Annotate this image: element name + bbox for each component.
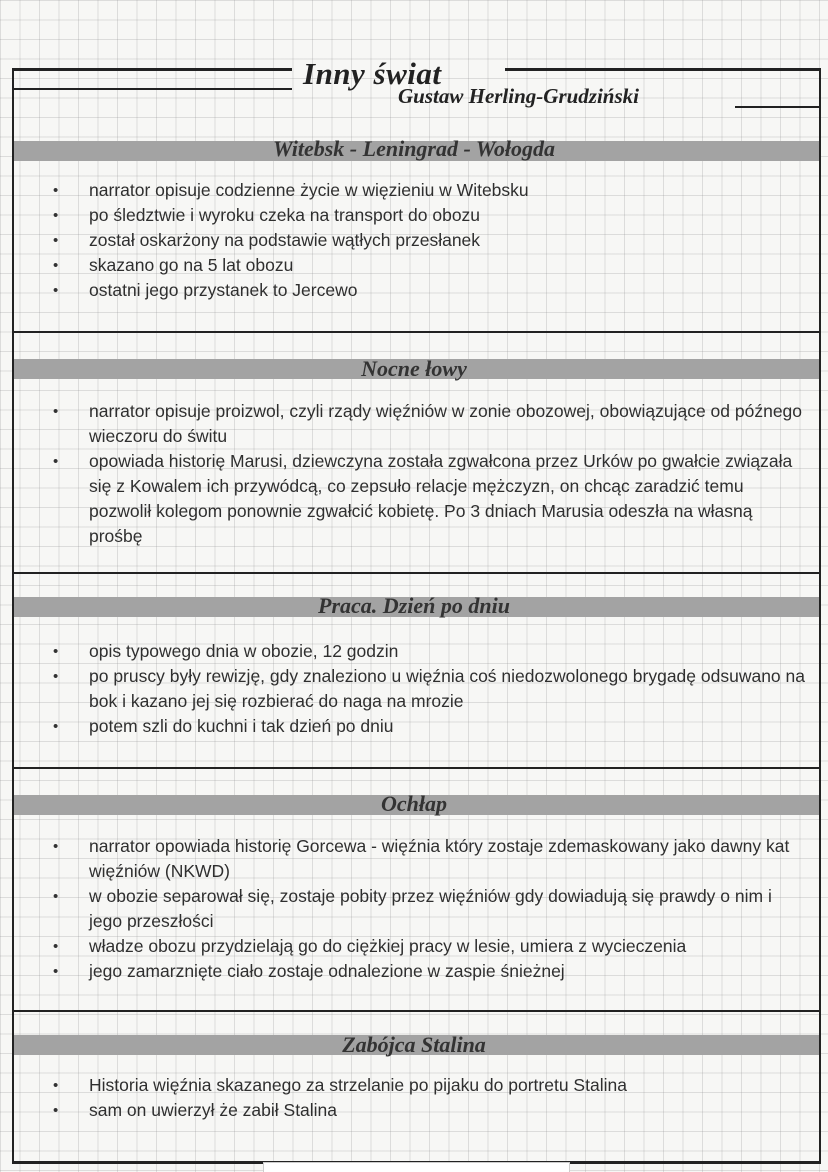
header-rule-left — [12, 68, 292, 71]
list-item: • Historia więźnia skazanego za strzelanie po pijaku do portretu Stalina — [45, 1073, 805, 1098]
list-item: • jego zamarznięte ciało zostaje odnalezione w zaspie śnieżnej — [45, 959, 805, 984]
section-list — [45, 639, 805, 739]
document-author: Gustaw Herling-Grudziński — [398, 84, 639, 108]
header-rule-left-2 — [12, 88, 292, 90]
list-item: • narrator opowiada historię Gorcewa - więźnia który zostaje zdemaskowany jako dawny kat więźniów (NKWD) — [45, 834, 805, 884]
list-item: • ostatni jego przystanek to Jercewo — [45, 278, 805, 303]
section-divider — [14, 331, 819, 333]
section-divider — [14, 1010, 819, 1012]
header-rule-right — [505, 68, 821, 71]
list-item: • skazano go na 5 lat obozu — [45, 253, 805, 278]
section-list — [45, 178, 805, 303]
list-item: • opowiada historię Marusi, dziewczyna została zgwałcona przez Urków po gwałcie związała się z Kowalem ich przywódcą, co zepsuło relacje mężczyzn, on chcąc zaradzić temu pozwolił kolegom ponownie zgwałcić kobietę. Po 3 dniach Marusia odeszła na własną prośbę — [45, 449, 805, 549]
section-title: Praca. Dzień po dniu — [318, 593, 510, 618]
section-list — [45, 399, 805, 549]
list-item: • sam on uwierzył że zabił Stalina — [45, 1098, 805, 1123]
list-item: • po śledztwie i wyroku czeka na transport do obozu — [45, 203, 805, 228]
header-rule-right-2 — [735, 106, 821, 108]
section-list — [45, 834, 805, 984]
section-title: Nocne łowy — [361, 356, 467, 381]
section-divider — [14, 572, 819, 574]
list-item: • narrator opisuje codzienne życie w więzieniu w Witebsku — [45, 178, 805, 203]
list-item: • został oskarżony na podstawie wątłych przesłanek — [45, 228, 805, 253]
section-title: Ochłap — [381, 791, 447, 816]
list-item: • narrator opisuje proizwol, czyli rządy więźniów w zonie obozowej, obowiązujące od późnego wieczoru do świtu — [45, 399, 805, 449]
list-item: • opis typowego dnia w obozie, 12 godzin — [45, 639, 805, 664]
list-item: • po pruscy były rewizję, gdy znaleziono u więźnia coś niedozwolonego brygadę odsuwano na bok i kazano jej się rozbierać do naga na mrozie — [45, 664, 805, 714]
section-title: Witebsk - Leningrad - Wołogda — [273, 136, 555, 161]
list-item: • władze obozu przydzielają go do ciężkiej pracy w lesie, umiera z wycieczenia — [45, 934, 805, 959]
list-item: • w obozie separował się, zostaje pobity przez więźniów gdy dowiadują się prawdy o nim i jego przeszłości — [45, 884, 805, 934]
list-item: • potem szli do kuchni i tak dzień po dniu — [45, 714, 805, 739]
document-title: Inny świat — [303, 56, 442, 91]
section-title: Zabójca Stalina — [342, 1032, 486, 1057]
section-divider — [14, 767, 819, 769]
section-list — [45, 1073, 805, 1123]
